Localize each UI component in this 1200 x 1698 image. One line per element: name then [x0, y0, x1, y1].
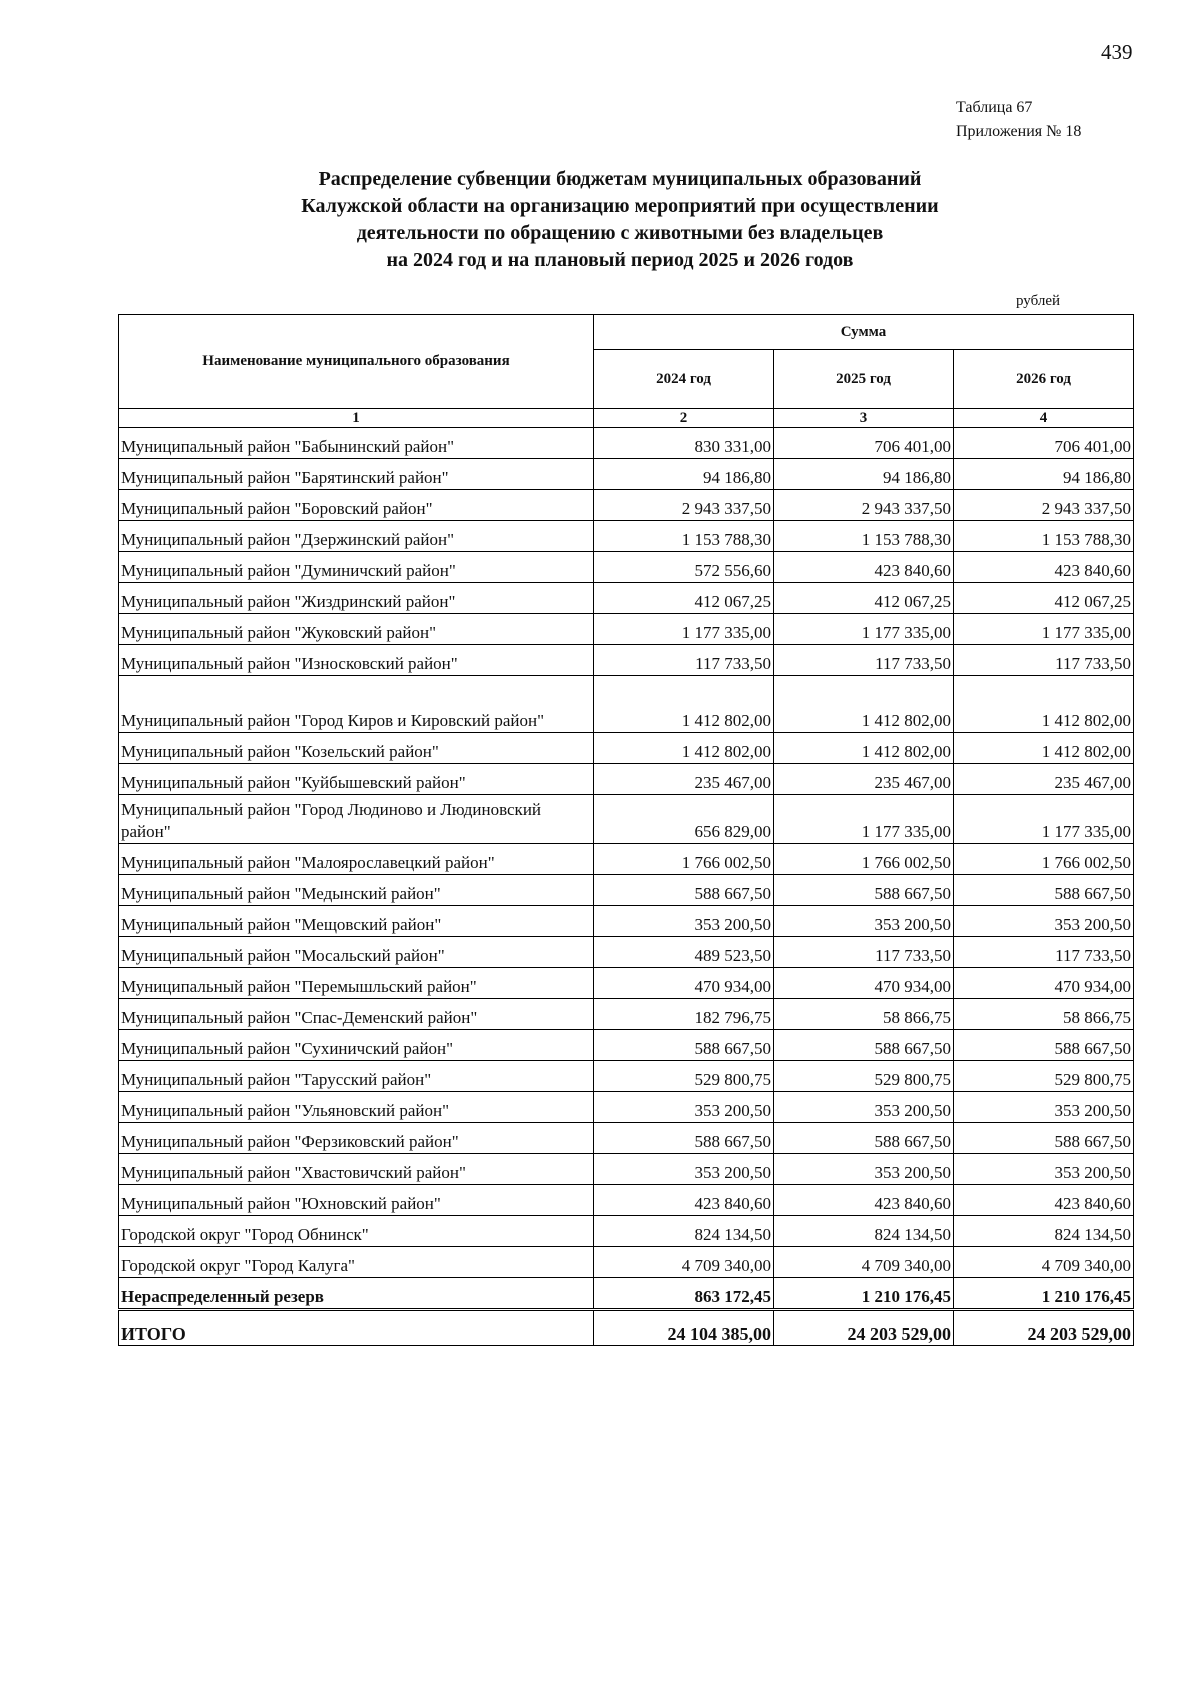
document-title: [180, 166, 1060, 274]
municipality-name: Муниципальный район "Спас-Деменский район": [119, 999, 594, 1030]
title-line-2: Калужской области на организацию мероприятий при осуществлении: [301, 195, 939, 217]
municipality-name: Муниципальный район "Жуковский район": [119, 614, 594, 645]
amount-2025: 1 153 788,30: [774, 521, 954, 552]
amount-2024: 572 556,60: [594, 552, 774, 583]
amount-2026: 706 401,00: [954, 428, 1134, 459]
table-reference: [956, 96, 1081, 144]
municipality-name: Городской округ "Город Обнинск": [119, 1216, 594, 1247]
amount-2024: 470 934,00: [594, 968, 774, 999]
amount-2025: 529 800,75: [774, 1061, 954, 1092]
amount-2024: 235 467,00: [594, 764, 774, 795]
table-row: [119, 428, 1134, 459]
column-number: 1: [119, 409, 594, 428]
amount-2025: 2 943 337,50: [774, 490, 954, 521]
column-number: 3: [774, 409, 954, 428]
municipality-name: Нераспределенный резерв: [119, 1278, 594, 1310]
amount-2025: 588 667,50: [774, 1030, 954, 1061]
amount-2026: 117 733,50: [954, 645, 1134, 676]
municipality-name: Муниципальный район "Малоярославецкий район": [119, 844, 594, 875]
amount-2026: 588 667,50: [954, 1030, 1134, 1061]
amount-2024: 4 709 340,00: [594, 1247, 774, 1278]
amount-2025: 235 467,00: [774, 764, 954, 795]
amount-2026: 529 800,75: [954, 1061, 1134, 1092]
amount-2024: 423 840,60: [594, 1185, 774, 1216]
amount-2024: 117 733,50: [594, 645, 774, 676]
municipality-name: Муниципальный район "Барятинский район": [119, 459, 594, 490]
amount-2025: 4 709 340,00: [774, 1247, 954, 1278]
table-row: [119, 733, 1134, 764]
table-row: [119, 459, 1134, 490]
amount-2025: 117 733,50: [774, 937, 954, 968]
table-row: [119, 1247, 1134, 1278]
amount-2024: 24 104 385,00: [594, 1310, 774, 1346]
table-row: [119, 583, 1134, 614]
column-number: 4: [954, 409, 1134, 428]
amount-2026: 1 177 335,00: [954, 614, 1134, 645]
title-line-1: Распределение субвенции бюджетам муниципальных образований: [318, 168, 922, 190]
amount-2025: 470 934,00: [774, 968, 954, 999]
header-year-2024: 2024 год: [594, 350, 774, 409]
municipality-name: Муниципальный район "Город Киров и Кировский район": [119, 676, 594, 733]
amount-2024: 529 800,75: [594, 1061, 774, 1092]
table-row: [119, 999, 1134, 1030]
table-row: [119, 645, 1134, 676]
amount-2024: 656 829,00: [594, 795, 774, 844]
amount-2026: 588 667,50: [954, 1123, 1134, 1154]
amount-2026: 235 467,00: [954, 764, 1134, 795]
table-row: [119, 1154, 1134, 1185]
table-row: [119, 1185, 1134, 1216]
amount-2024: 824 134,50: [594, 1216, 774, 1247]
amount-2024: 830 331,00: [594, 428, 774, 459]
amount-2025: 706 401,00: [774, 428, 954, 459]
amount-2025: 1 177 335,00: [774, 614, 954, 645]
table-row: [119, 937, 1134, 968]
amount-2024: 1 766 002,50: [594, 844, 774, 875]
municipality-name: Муниципальный район "Хвастовичский район": [119, 1154, 594, 1185]
amount-2024: 1 412 802,00: [594, 676, 774, 733]
amount-2024: 353 200,50: [594, 1154, 774, 1185]
amount-2025: 1 766 002,50: [774, 844, 954, 875]
municipality-name: Муниципальный район "Город Людиново и Людиновский район": [119, 795, 594, 844]
amount-2024: 353 200,50: [594, 1092, 774, 1123]
amount-2026: 353 200,50: [954, 1154, 1134, 1185]
amount-2026: 117 733,50: [954, 937, 1134, 968]
amount-2026: 4 709 340,00: [954, 1247, 1134, 1278]
amount-2025: 1 177 335,00: [774, 795, 954, 844]
municipality-name: Муниципальный район "Медынский район": [119, 875, 594, 906]
appendix-number: Приложения № 18: [956, 123, 1082, 140]
amount-2025: 353 200,50: [774, 1154, 954, 1185]
amount-2024: 94 186,80: [594, 459, 774, 490]
amount-2025: 1 412 802,00: [774, 733, 954, 764]
amount-2025: 353 200,50: [774, 1092, 954, 1123]
amount-2026: 1 412 802,00: [954, 676, 1134, 733]
municipality-name: Муниципальный район "Думиничский район": [119, 552, 594, 583]
table-row: [119, 521, 1134, 552]
table-row: [119, 764, 1134, 795]
amount-2026: 412 067,25: [954, 583, 1134, 614]
total-row: [119, 1310, 1134, 1346]
amount-2026: 824 134,50: [954, 1216, 1134, 1247]
header-sum: Сумма: [594, 315, 1134, 350]
amount-2026: 1 177 335,00: [954, 795, 1134, 844]
table-row: [119, 1092, 1134, 1123]
amount-2025: 423 840,60: [774, 1185, 954, 1216]
municipality-name: Муниципальный район "Юхновский район": [119, 1185, 594, 1216]
municipality-name: Муниципальный район "Козельский район": [119, 733, 594, 764]
header-name: Наименование муниципального образования: [119, 315, 594, 409]
units-label: рублей: [1016, 293, 1061, 309]
table-row: [119, 1030, 1134, 1061]
municipality-name: Муниципальный район "Мещовский район": [119, 906, 594, 937]
amount-2025: 412 067,25: [774, 583, 954, 614]
municipality-name: Муниципальный район "Бабынинский район": [119, 428, 594, 459]
municipality-name: ИТОГО: [119, 1310, 594, 1346]
amount-2024: 489 523,50: [594, 937, 774, 968]
table-row: [119, 1216, 1134, 1247]
amount-2025: 353 200,50: [774, 906, 954, 937]
amount-2024: 1 177 335,00: [594, 614, 774, 645]
table-row: [119, 906, 1134, 937]
amount-2024: 353 200,50: [594, 906, 774, 937]
amount-2025: 1 412 802,00: [774, 676, 954, 733]
amount-2024: 412 067,25: [594, 583, 774, 614]
amount-2025: 58 866,75: [774, 999, 954, 1030]
amount-2026: 470 934,00: [954, 968, 1134, 999]
amount-2024: 1 412 802,00: [594, 733, 774, 764]
municipality-name: Городской округ "Город Калуга": [119, 1247, 594, 1278]
municipality-name: Муниципальный район "Тарусский район": [119, 1061, 594, 1092]
amount-2024: 1 153 788,30: [594, 521, 774, 552]
amount-2026: 58 866,75: [954, 999, 1134, 1030]
amount-2026: 423 840,60: [954, 1185, 1134, 1216]
municipality-name: Муниципальный район "Жиздринский район": [119, 583, 594, 614]
amount-2026: 353 200,50: [954, 1092, 1134, 1123]
municipality-name: Муниципальный район "Боровский район": [119, 490, 594, 521]
amount-2025: 117 733,50: [774, 645, 954, 676]
table-row: [119, 1123, 1134, 1154]
amount-2025: 588 667,50: [774, 1123, 954, 1154]
page-number: 439: [1101, 40, 1133, 64]
municipality-name: Муниципальный район "Ульяновский район": [119, 1092, 594, 1123]
municipality-name: Муниципальный район "Дзержинский район": [119, 521, 594, 552]
table-row: [119, 676, 1134, 733]
amount-2024: 588 667,50: [594, 1030, 774, 1061]
amount-2024: 863 172,45: [594, 1278, 774, 1310]
amount-2025: 1 210 176,45: [774, 1278, 954, 1310]
municipality-name: Муниципальный район "Перемышльский район": [119, 968, 594, 999]
table-row: [119, 614, 1134, 645]
table-row: [119, 490, 1134, 521]
amount-2024: 2 943 337,50: [594, 490, 774, 521]
municipality-name: Муниципальный район "Износковский район": [119, 645, 594, 676]
amount-2025: 24 203 529,00: [774, 1310, 954, 1346]
table-row: [119, 552, 1134, 583]
amount-2025: 94 186,80: [774, 459, 954, 490]
table-row: [119, 875, 1134, 906]
column-number: 2: [594, 409, 774, 428]
amount-2024: 588 667,50: [594, 1123, 774, 1154]
reserve-row: [119, 1278, 1134, 1310]
amount-2026: 1 766 002,50: [954, 844, 1134, 875]
amount-2026: 1 153 788,30: [954, 521, 1134, 552]
amount-2025: 588 667,50: [774, 875, 954, 906]
amount-2024: 182 796,75: [594, 999, 774, 1030]
table-row: [119, 968, 1134, 999]
table-body: [119, 428, 1134, 1346]
amount-2026: 588 667,50: [954, 875, 1134, 906]
amount-2026: 94 186,80: [954, 459, 1134, 490]
table-row: [119, 795, 1134, 844]
amount-2025: 423 840,60: [774, 552, 954, 583]
table-row: [119, 844, 1134, 875]
amount-2026: 423 840,60: [954, 552, 1134, 583]
amount-2026: 353 200,50: [954, 906, 1134, 937]
header-year-2025: 2025 год: [774, 350, 954, 409]
municipality-name: Муниципальный район "Куйбышевский район": [119, 764, 594, 795]
header-year-2026: 2026 год: [954, 350, 1134, 409]
municipality-name: Муниципальный район "Сухиничский район": [119, 1030, 594, 1061]
amount-2026: 1 210 176,45: [954, 1278, 1134, 1310]
subvention-table: [118, 314, 1134, 1346]
title-line-4: на 2024 год и на плановый период 2025 и 2026 годов: [386, 249, 854, 271]
amount-2025: 824 134,50: [774, 1216, 954, 1247]
municipality-name: Муниципальный район "Ферзиковский район": [119, 1123, 594, 1154]
amount-2024: 588 667,50: [594, 875, 774, 906]
table-row: [119, 1061, 1134, 1092]
table-number: Таблица 67: [956, 99, 1033, 116]
title-line-3: деятельности по обращению с животными без владельцев: [356, 222, 884, 244]
amount-2026: 2 943 337,50: [954, 490, 1134, 521]
amount-2026: 1 412 802,00: [954, 733, 1134, 764]
amount-2026: 24 203 529,00: [954, 1310, 1134, 1346]
municipality-name: Муниципальный район "Мосальский район": [119, 937, 594, 968]
